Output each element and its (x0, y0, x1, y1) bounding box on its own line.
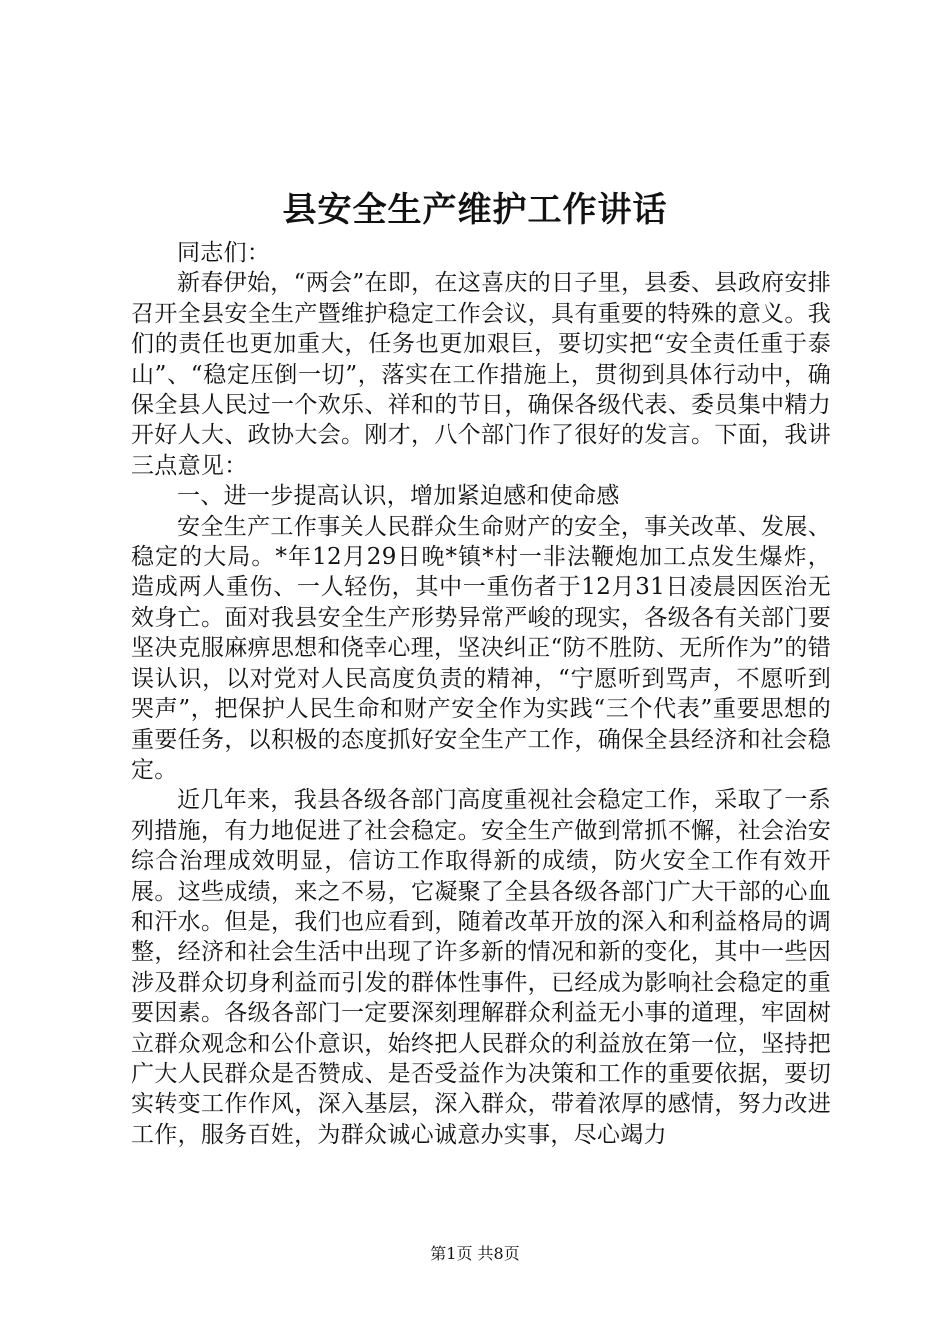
page-footer: 第1页 共8页 (430, 1244, 520, 1263)
document-body (131, 238, 831, 1150)
document-title: 县安全生产维护工作讲话 (282, 190, 668, 230)
paragraph-intro: 新春伊始，“两会”在即，在这喜庆的日子里，县委、县政府安排召开全县安全生产暨维护稳定工作会议，具有重要的特殊的意义。我们的责任也更加重大，任务也更加艰巨，要切实把“安全责任重于泰山”、“稳定压倒一切”，落实在工作措施上，贯彻到具体行动中，确保全县人民过一个欢乐、祥和的节日，确保各级代表、委员集中精力开好人大、政协大会。刚才，八个部门作了很好的发言。下面，我讲三点意见： (131, 270, 831, 479)
section-heading-1: 一、进一步提高认识，增加紧迫感和使命感 (177, 483, 620, 510)
paragraph-safety: 安全生产工作事关人民群众生命财产的安全，事关改革、发展、稳定的大局。*年12月29日晚*镇*村一非法鞭炮加工点发生爆炸，造成两人重伤、一人轻伤，其中一重伤者于12月31日凌晨因医治无效身亡。面对我县安全生产形势异常严峻的现实，各级各有关部门要坚决克服麻痹思想和侥幸心理，坚决纠正“防不胜防、无所作为”的错误认识，以对党对人民高度负责的精神，“宁愿听到骂声，不愿听到哭声”，把保护人民生命和财产安全作为实践“三个代表”重要思想的重要任务，以积极的态度抓好安全生产工作，确保全县经济和社会稳定。 (131, 513, 831, 783)
salutation: 同志们： (177, 240, 271, 266)
paragraph-stability: 近几年来，我县各级各部门高度重视社会稳定工作，采取了一系列措施，有力地促进了社会稳定。安全生产做到常抓不懈，社会治安综合治理成效明显，信访工作取得新的成绩，防火安全工作有效开展。这些成绩，来之不易，它凝聚了全县各级各部门广大干部的心血和汗水。但是，我们也应看到，随着改革开放的深入和利益格局的调整，经济和社会生活中出现了许多新的情况和新的变化，其中一些因涉及群众切身利益而引发的群体性事件，已经成为影响社会稳定的重要因素。各级各部门一定要深刻理解群众利益无小事的道理，牢固树立群众观念和公仆意识，始终把人民群众的利益放在第一位，坚持把广大人民群众是否赞成、是否受益作为决策和工作的重要依据，要切实转变工作作风，深入基层，深入群众，带着浓厚的感情，努力改进工作，服务百姓，为群众诚心诚意办实事，尽心竭力 (131, 787, 831, 1148)
